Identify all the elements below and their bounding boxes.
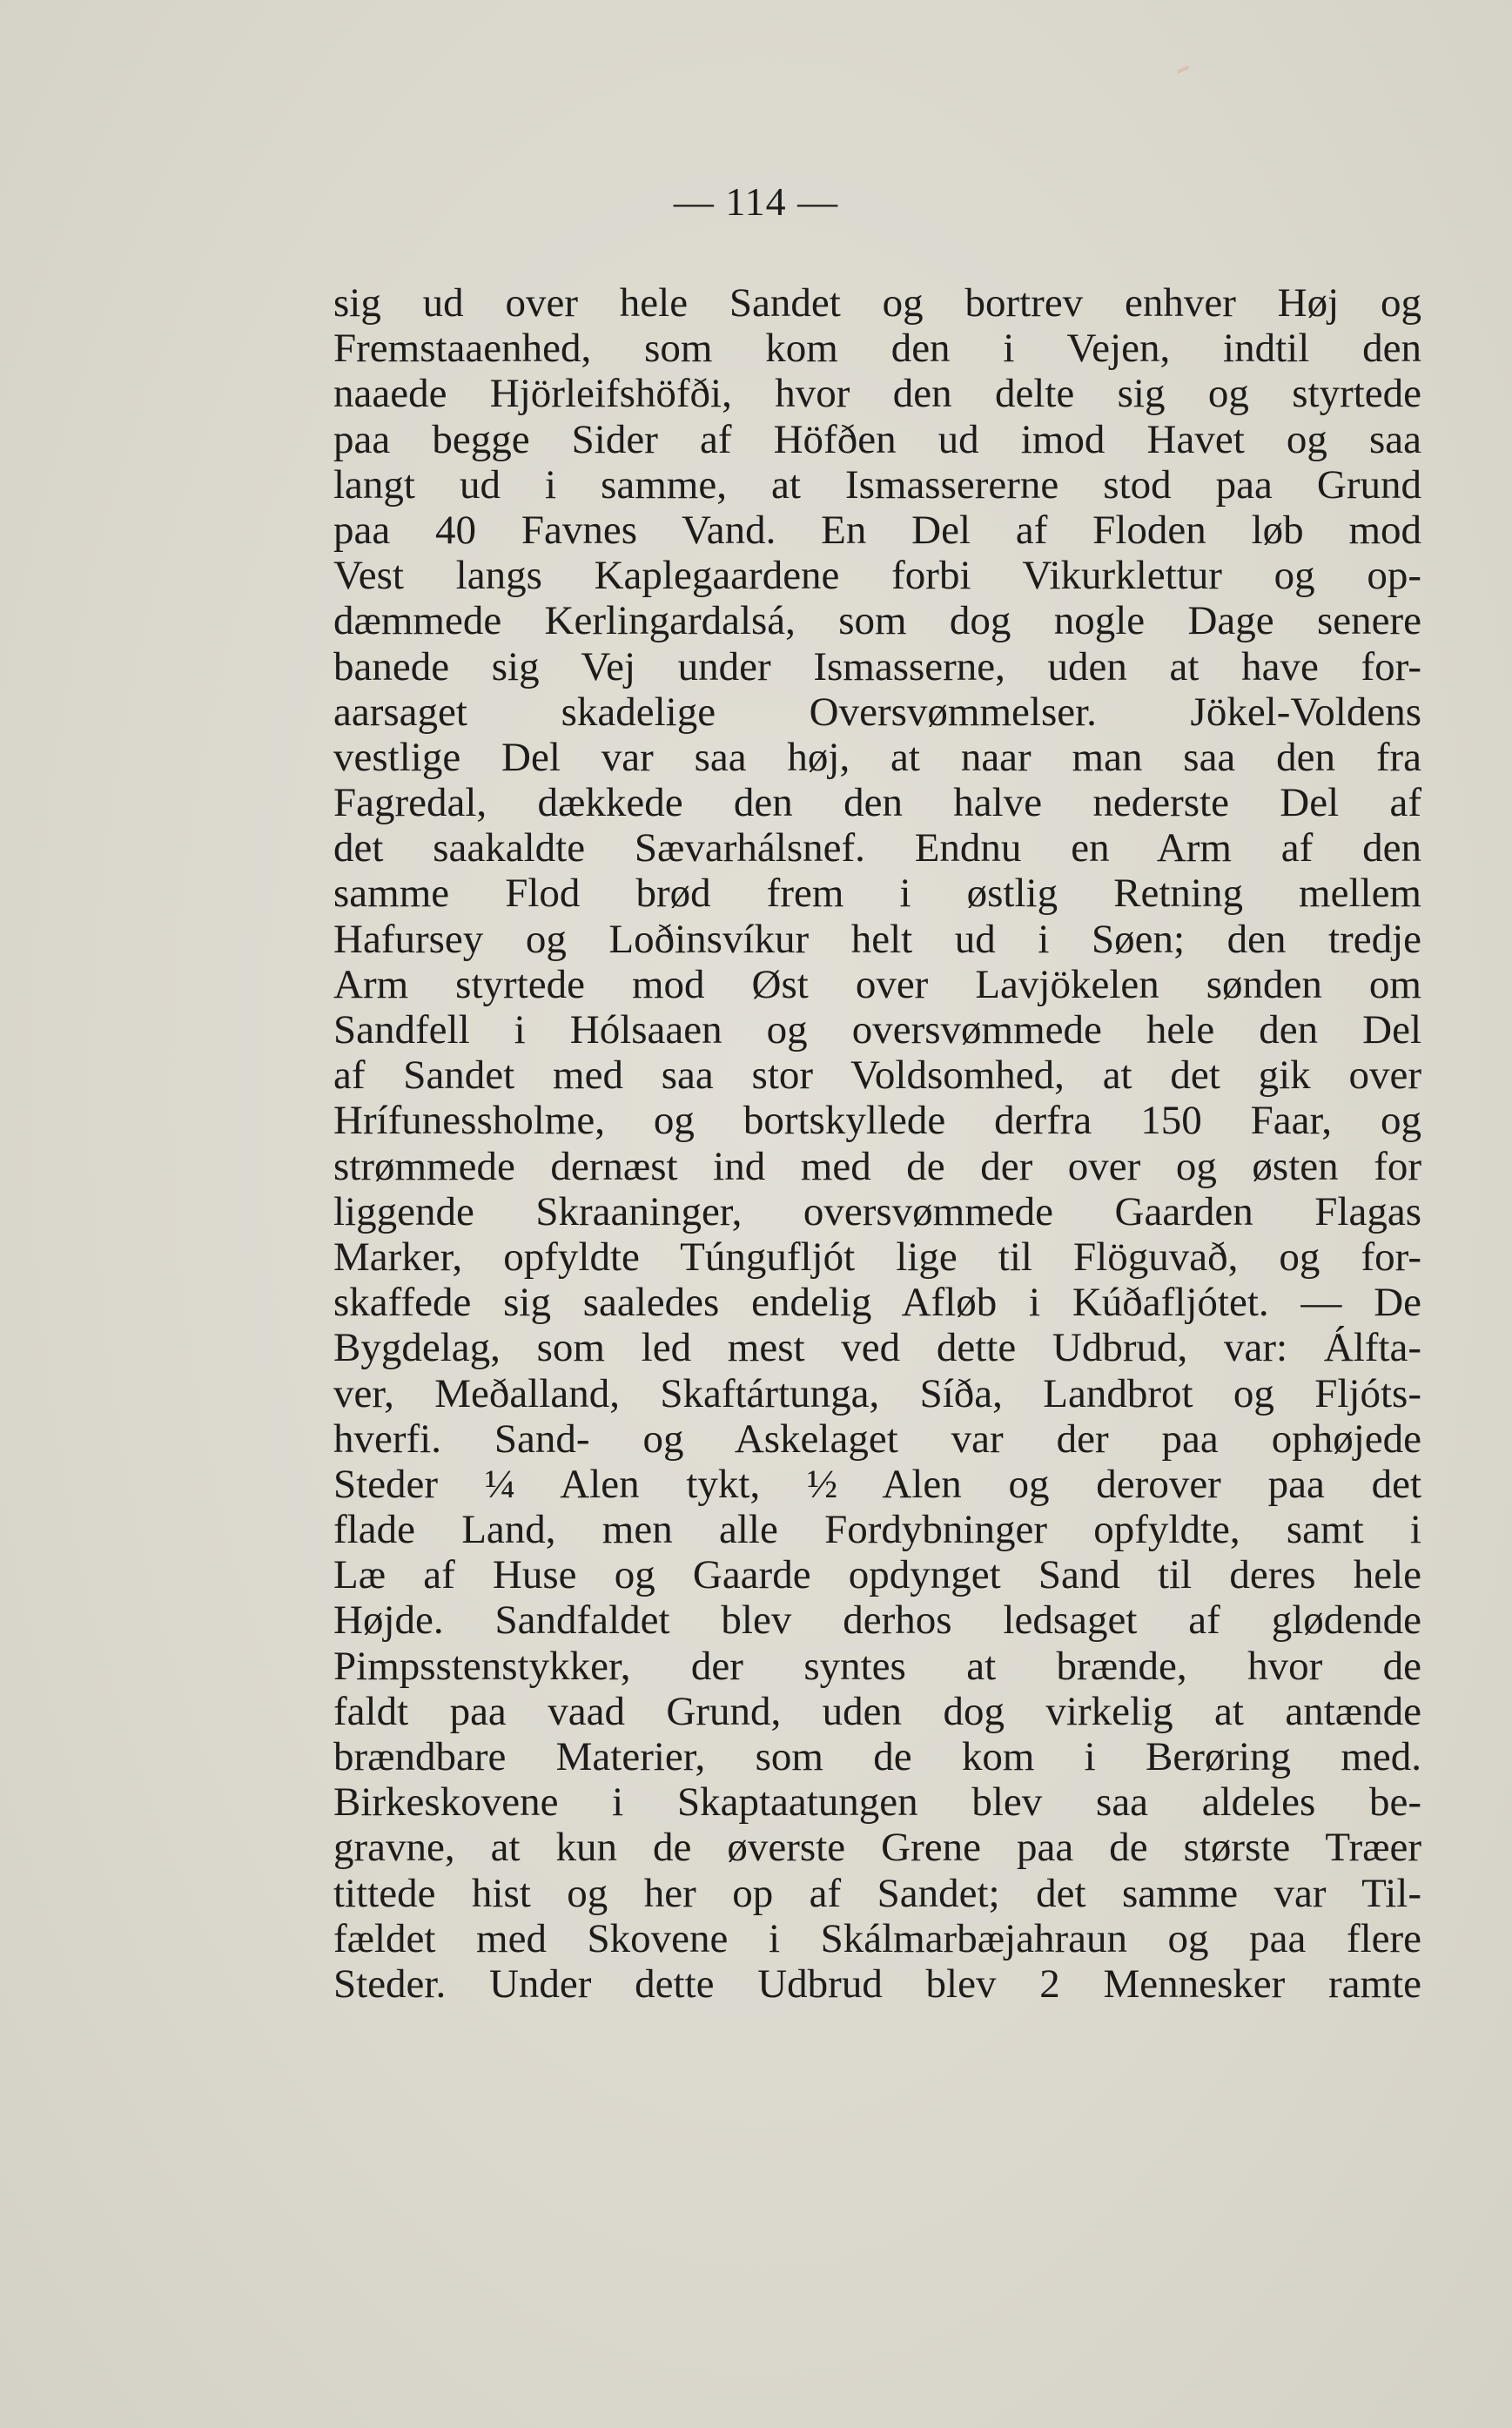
text-line: sig ud over hele Sandet og bortrev enhver Høj og	[333, 280, 1421, 326]
text-line: Arm styrtede mod Øst over Lavjökelen sønden om	[333, 961, 1421, 1007]
paper-blemish	[1177, 65, 1189, 74]
text-line: aarsaget skadelige Oversvømmelser. Jökel-Voldens	[333, 689, 1421, 735]
text-line: brændbare Materier, som de kom i Berøring med.	[333, 1734, 1421, 1779]
text-line: banede sig Vej under Ismasserne, uden at have for-	[333, 643, 1421, 689]
text-line: tittede hist og her op af Sandet; det samme var Til-	[333, 1870, 1421, 1916]
text-line: naaede Hjörleifshöfði, hvor den delte sig og styrtede	[333, 371, 1421, 417]
text-line: Vest langs Kaplegaardene forbi Vikurklettur og op-	[333, 553, 1421, 599]
text-line: paa begge Sider af Höfðen ud imod Havet og saa	[333, 416, 1421, 462]
text-line: Marker, opfyldte Túngufljót lige til Flöguvað, og for-	[333, 1234, 1421, 1280]
text-line: strømmede dernæst ind med de der over og østen for	[333, 1143, 1421, 1189]
text-line: Bygdelag, som led mest ved dette Udbrud, var: Álfta-	[333, 1325, 1421, 1371]
text-line: langt ud i samme, at Ismassererne stod paa Grund	[333, 461, 1421, 508]
text-line: Hafursey og Loðinsvíkur helt ud i Søen; den tredje	[333, 916, 1421, 962]
text-line: faldt paa vaad Grund, uden dog virkelig at antænde	[333, 1688, 1421, 1734]
text-line: ver, Meðalland, Skaftártunga, Síða, Landbrot og Fljóts-	[333, 1370, 1421, 1416]
text-line: Læ af Huse og Gaarde opdynget Sand til deres hele	[333, 1552, 1421, 1598]
text-line: Pimpsstenstykker, der syntes at brænde, hvor de	[333, 1643, 1421, 1689]
text-line: Steder. Under dette Udbrud blev 2 Mennesker ramte	[333, 1961, 1421, 2007]
text-line: liggende Skraaninger, oversvømmede Gaarden Flagas	[333, 1188, 1421, 1234]
text-line: det saakaldte Sævarhálsnef. Endnu en Arm af den	[333, 825, 1421, 871]
text-line: gravne, at kun de øverste Grene paa de største Træer	[333, 1825, 1421, 1871]
text-line: flade Land, men alle Fordybninger opfyldte, samt i	[333, 1507, 1421, 1553]
text-line: skaffede sig saaledes endelig Afløb i Kúðafljótet. — De	[333, 1280, 1421, 1326]
page-number: — 114 —	[673, 179, 839, 224]
text-line: vestlige Del var saa høj, at naar man saa den fra	[333, 734, 1421, 780]
text-line: Steder ¼ Alen tykt, ½ Alen og derover paa det	[333, 1461, 1421, 1507]
text-line: samme Flod brød frem i østlig Retning mellem	[333, 871, 1421, 917]
text-line: hverfi. Sand- og Askelaget var der paa ophøjede	[333, 1416, 1421, 1462]
text-line: Fremstaaenhed, som kom den i Vejen, indtil den	[333, 326, 1421, 372]
body-text	[333, 280, 1421, 2007]
text-line: paa 40 Favnes Vand. En Del af Floden løb mod	[333, 507, 1421, 553]
text-line: af Sandet med saa stor Voldsomhed, at det gik over	[333, 1053, 1421, 1099]
text-line: Højde. Sandfaldet blev derhos ledsaget af glødende	[333, 1597, 1421, 1644]
text-line: Hrífunessholme, og bortskyllede derfra 150 Faar, og	[333, 1098, 1421, 1144]
text-line: dæmmede Kerlingardalsá, som dog nogle Dage senere	[333, 598, 1421, 644]
text-line: Sandfell i Hólsaaen og oversvømmede hele den Del	[333, 1007, 1421, 1053]
text-line: fældet med Skovene i Skálmarbæjahraun og paa flere	[333, 1915, 1421, 1961]
text-line: Birkeskovene i Skaptaatungen blev saa aldeles be-	[333, 1779, 1421, 1826]
text-line: Fagredal, dækkede den den halve nederste Del af	[333, 780, 1421, 826]
